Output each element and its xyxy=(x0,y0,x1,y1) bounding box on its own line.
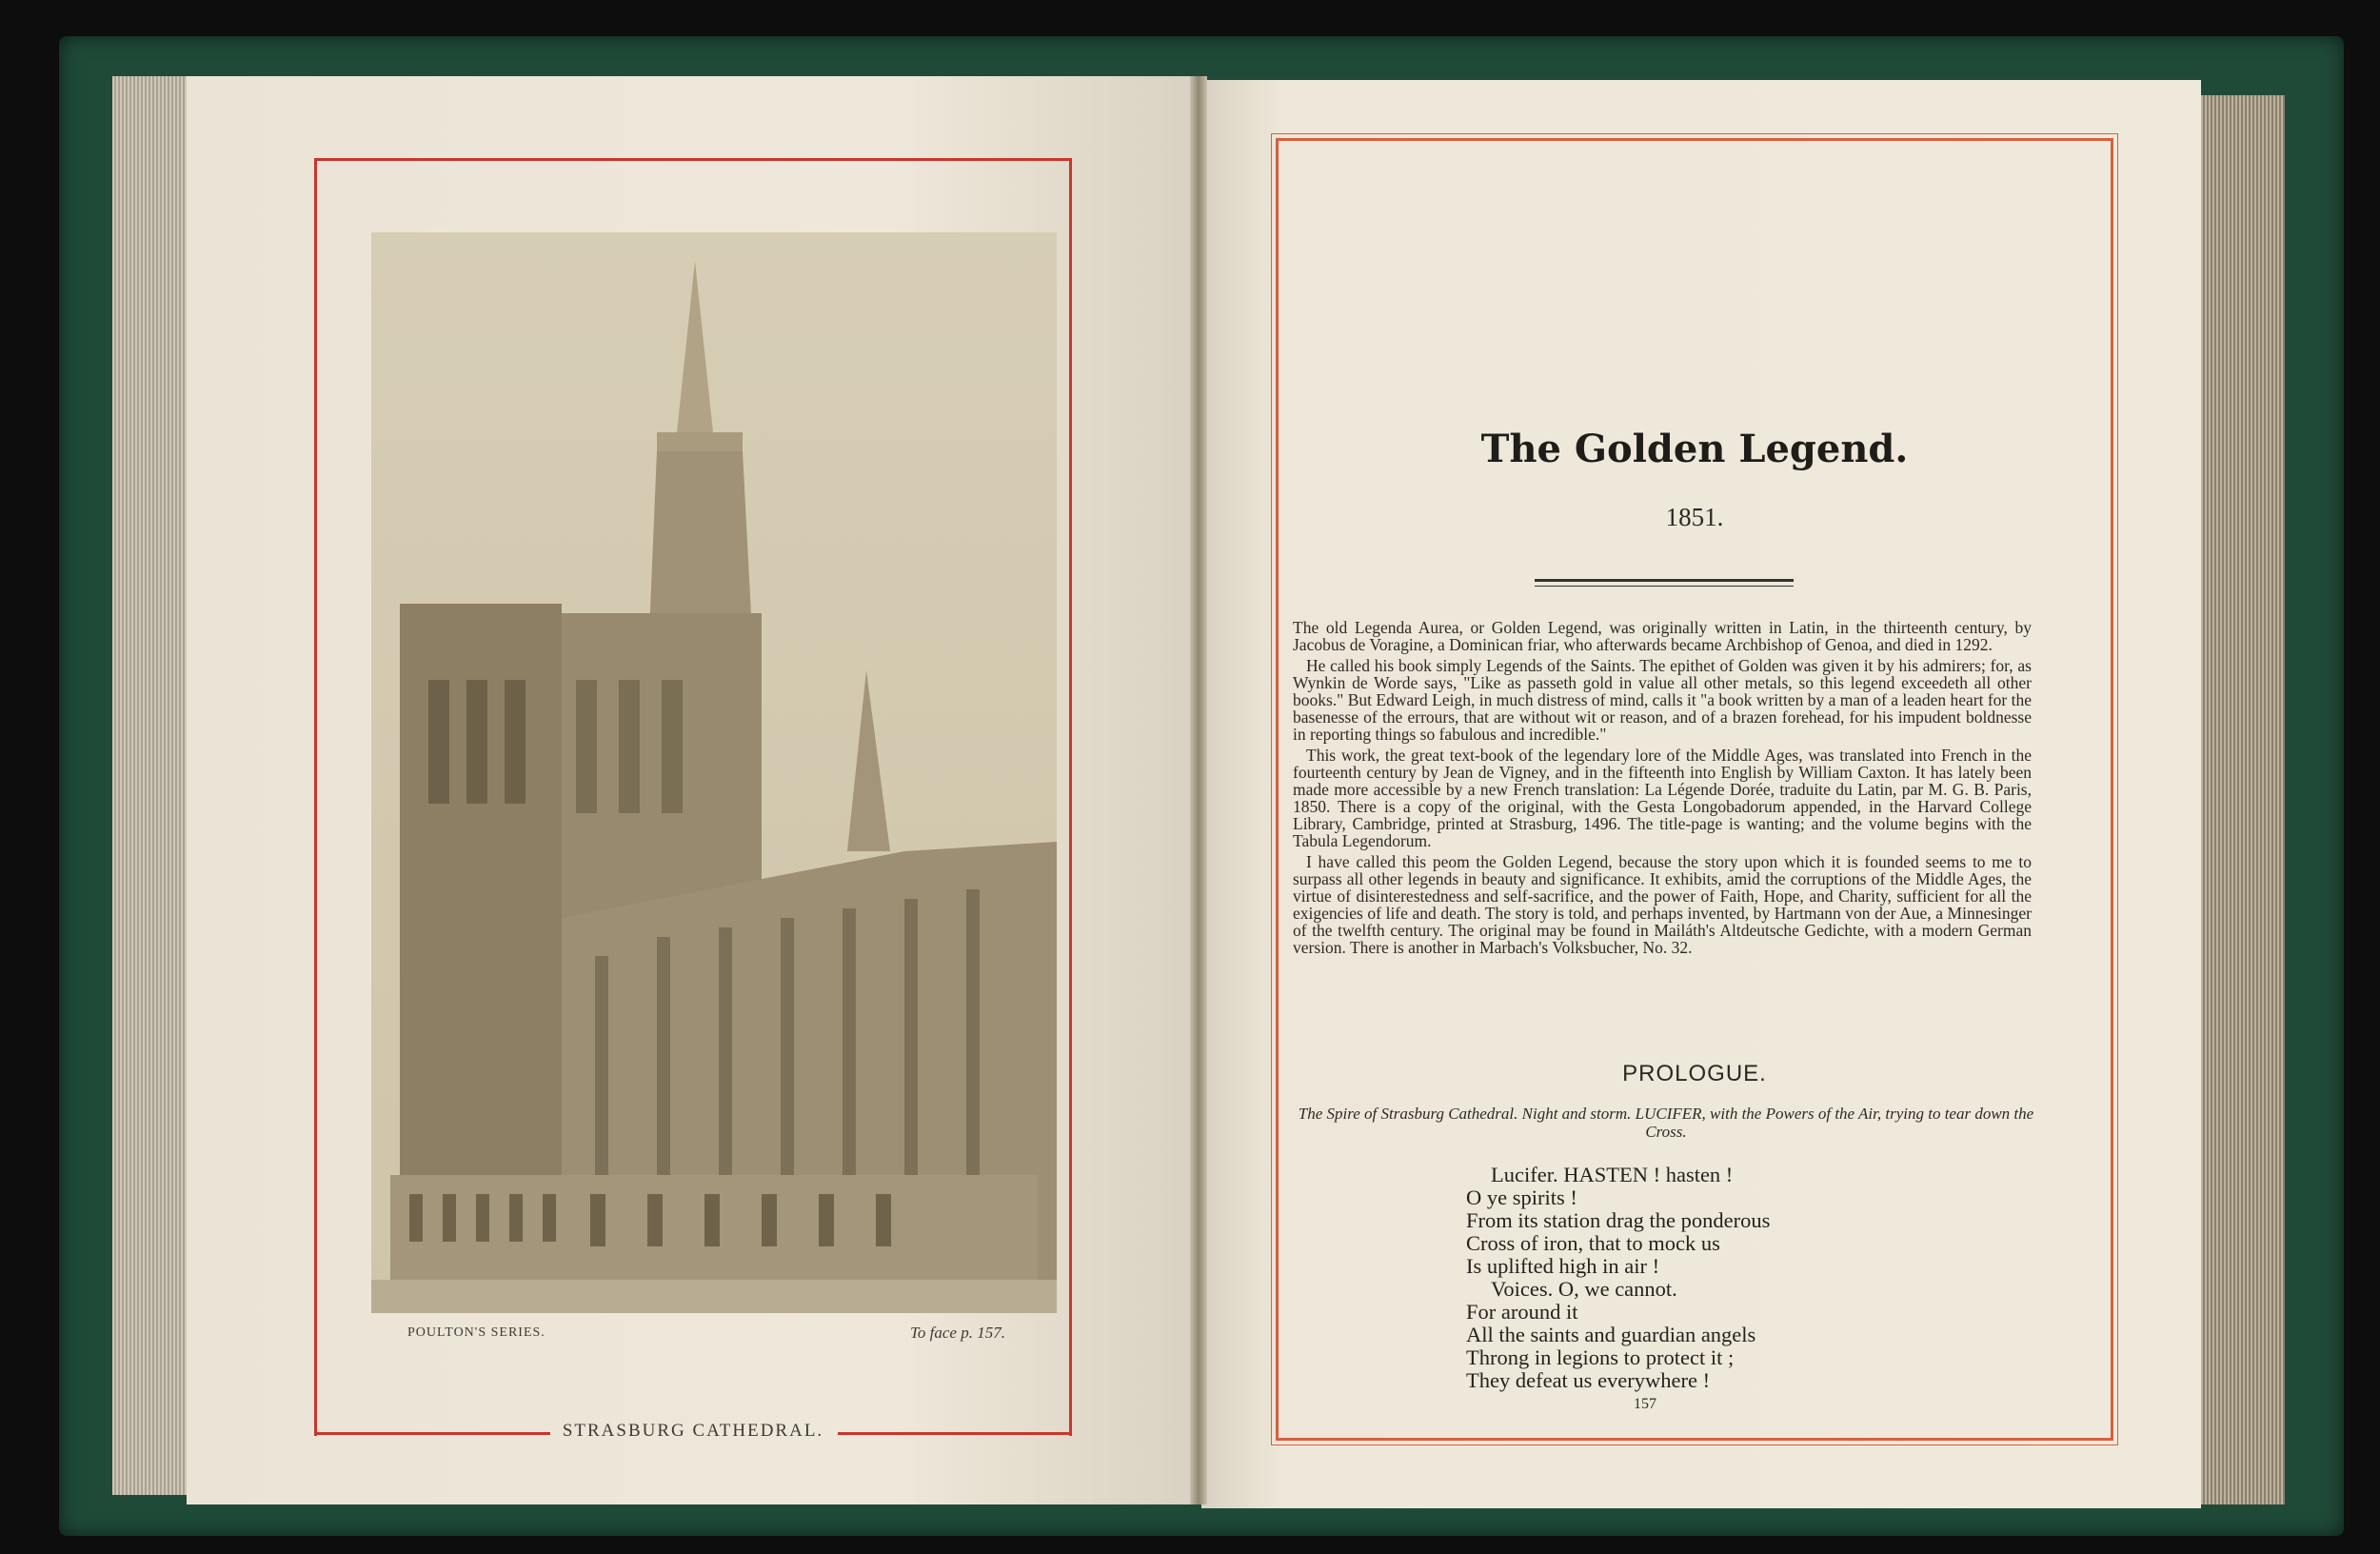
to-face-note: To face p. 157. xyxy=(910,1324,1005,1342)
stage-direction: The Spire of Strasburg Cathedral. Night and storm. LUCIFER, with the Powers of the Air, trying to tear down the Cross. xyxy=(1298,1105,2034,1141)
cathedral-photograph xyxy=(371,232,1057,1313)
verse-line: Cross of iron, that to mock us xyxy=(1466,1231,1720,1255)
verse-line: Voices. O, we cannot. xyxy=(1491,1277,1677,1301)
cathedral-illustration xyxy=(371,232,1057,1313)
verse-line: From its station drag the ponderous xyxy=(1466,1208,1771,1232)
intro-paragraph: The old Legenda Aurea, or Golden Legend, was originally written in Latin, in the thirteenth century, by Jacobus de Voragine, a Dominican friar, who afterwards became Archbishop of Genoa, and died in 1292. xyxy=(1293,618,2032,654)
verse-line: O ye spirits ! xyxy=(1466,1185,1577,1209)
plate-frame-bottom xyxy=(314,1421,1072,1449)
plate-caption: STRASBURG CATHEDRAL. xyxy=(562,1421,824,1441)
page-number: 157 xyxy=(1634,1396,1656,1412)
page-title: The Golden Legend. xyxy=(1480,427,1909,471)
verse-line: All the saints and guardian angels xyxy=(1466,1323,1756,1346)
year: 1851. xyxy=(1665,503,1724,531)
prologue-heading: PROLOGUE. xyxy=(1622,1061,1767,1086)
verse-line: Throng in legions to protect it ; xyxy=(1466,1345,1735,1369)
introduction xyxy=(1293,619,2032,960)
verse-line: Lucifer. HASTEN ! hasten ! xyxy=(1491,1163,1734,1186)
verse xyxy=(1466,1164,2037,1392)
intro-paragraph: He called his book simply Legends of the Saints. The epithet of Golden was given it by his admirers; for, as Wynkin de Worde says, "Like as passeth gold in value all other metals, so this legend exceedeth all other books." But Edward Leigh, in much distress of mind, calls it "a book written by a man of a leaden heart for the basenesse of the errours, that are without wit or reason, and of a brazen forehead, for his impudent boldnesse in reporting things so fabulous and incredible." xyxy=(1293,656,2032,744)
page-edges-right xyxy=(2190,95,2285,1504)
book-gutter xyxy=(1190,76,1207,1504)
intro-paragraph: This work, the great text-book of the legendary lore of the Middle Ages, was translated into French in the fourteenth century by Jean de Vigney, and in the fifteenth into English by William Caxton. It has lately been made more accessible by a new French translation: La Légende Dorée, traduite du Latin, par M. G. B. Paris, 1850. There is a copy of the original, with the Gesta Longobadorum appended, in the Harvard College Library, Cambridge, printed at Strasburg, 1496. The title-page is wanting; and the volume begins with the Tabula Legendorum. xyxy=(1293,746,2032,850)
verse-line: For around it xyxy=(1466,1300,1578,1324)
intro-paragraph: I have called this peom the Golden Legend, because the story upon which it is founded seems to me to surpass all other legends in beauty and significance. It exhibits, amid the corruptions of the Middle Ages, the virtue of disinterestedness and self-sacrifice, and the power of Faith, Hope, and Charity, sufficient for all the exigencies of life and death. The story is told, and perhaps invented, by Hartmann von der Aue, a Minnesinger of the twelfth century. The original may be found in Mailáth's Altdeutsche Gedichte, with a modern German version. There is another in Marbach's Volksbucher, No. 32. xyxy=(1293,852,2032,957)
title-rule xyxy=(1535,579,1794,587)
photo-credit: POULTON'S SERIES. xyxy=(407,1325,545,1340)
verse-line: They defeat us everywhere ! xyxy=(1466,1368,1711,1392)
verse-line: Is uplifted high in air ! xyxy=(1466,1254,1660,1278)
